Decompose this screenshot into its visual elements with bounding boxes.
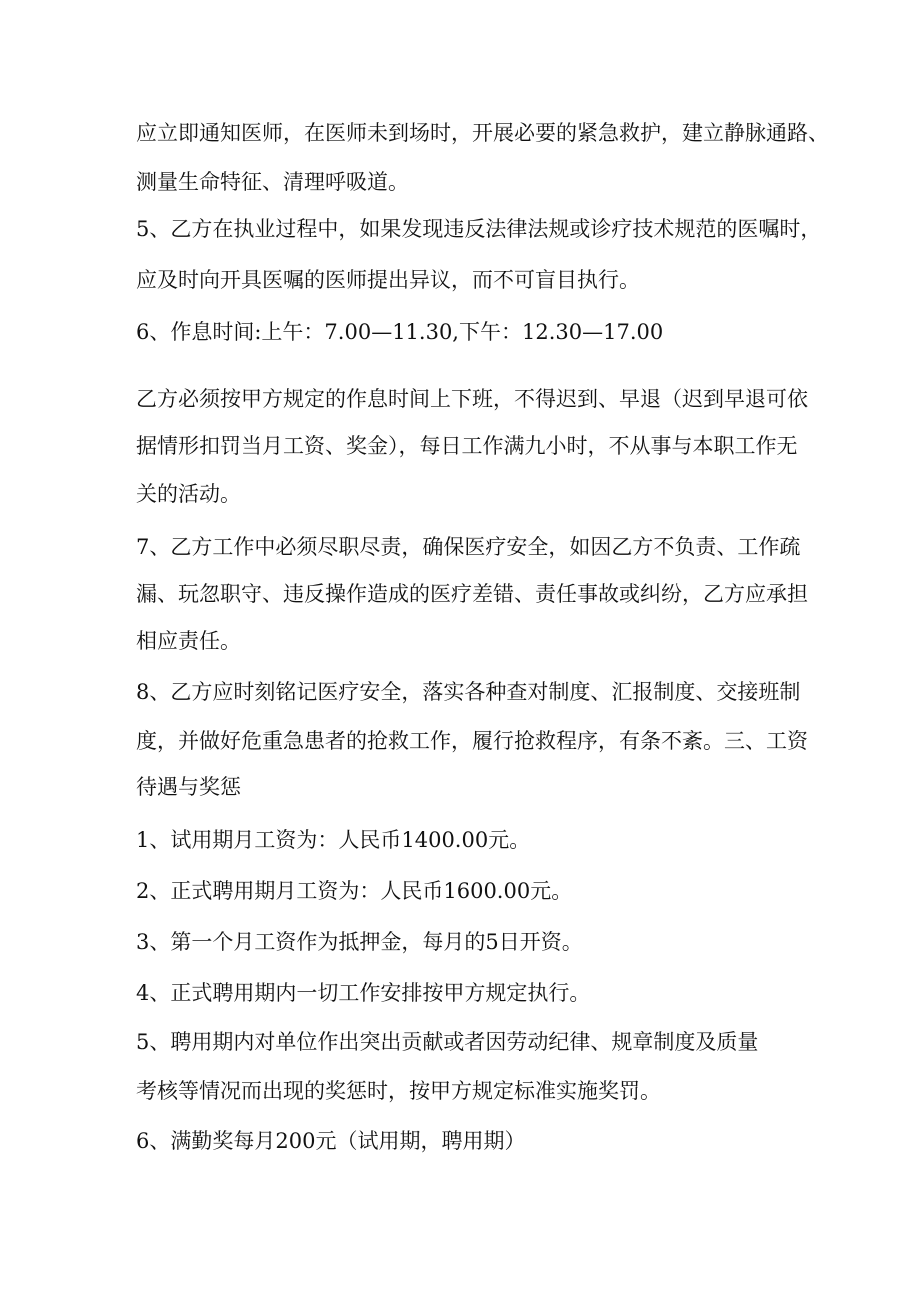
text-line: 4、正式聘用期内一切工作安排按甲方规定执行。 bbox=[136, 981, 591, 1005]
text-line: 5、聘用期内对单位作出突出贡献或者因劳动纪律、规章制度及质量 bbox=[136, 1030, 759, 1054]
text-line: 漏、玩忽职守、违反操作造成的医疗差错、责任事故或纠纷，乙方应承担 bbox=[136, 582, 808, 606]
text-line: 据情形扣罚当月工资、奖金），每日工作满九小时，不从事与本职工作无 bbox=[136, 434, 798, 458]
text-line: 7、乙方工作中必须尽职尽责，确保医疗安全，如因乙方不负责、工作疏 bbox=[136, 535, 801, 559]
text-line: 乙方必须按甲方规定的作息时间上下班，不得迟到、早退（迟到早退可依 bbox=[136, 387, 808, 411]
text-line: 1、试用期月工资为：人民币1400.00元。 bbox=[136, 828, 531, 852]
text-line: 测量生命特征、清理呼吸道。 bbox=[136, 170, 409, 194]
text-line: 关的活动。 bbox=[136, 482, 241, 506]
text-line: 应立即通知医师，在医师未到场时，开展必要的紧急救护，建立静脉通路、 bbox=[136, 121, 829, 145]
text-line: 6、作息时间:上午：7.00—11.30,下午：12.30—17.00 bbox=[136, 320, 664, 344]
text-line: 应及时向开具医嘱的医师提出异议，而不可盲目执行。 bbox=[136, 268, 640, 292]
text-line: 待遇与奖惩 bbox=[136, 775, 241, 799]
text-line: 8、乙方应时刻铭记医疗安全，落实各种查对制度、汇报制度、交接班制 bbox=[136, 680, 801, 704]
text-line: 度，并做好危重急患者的抢救工作，履行抢救程序，有条不紊。三、工资 bbox=[136, 729, 808, 753]
text-line: 相应责任。 bbox=[136, 629, 241, 653]
text-line: 2、正式聘用期月工资为：人民币1600.00元。 bbox=[136, 879, 573, 903]
text-line: 6、满勤奖每月200元（试用期，聘用期） bbox=[136, 1129, 526, 1153]
text-line: 考核等情况而出现的奖惩时，按甲方规定标准实施奖罚。 bbox=[136, 1079, 661, 1103]
text-line: 3、第一个月工资作为抵押金，每月的5日开资。 bbox=[136, 930, 583, 954]
text-line: 5、乙方在执业过程中，如果发现违反法律法规或诊疗技术规范的医嘱时， bbox=[136, 217, 822, 241]
